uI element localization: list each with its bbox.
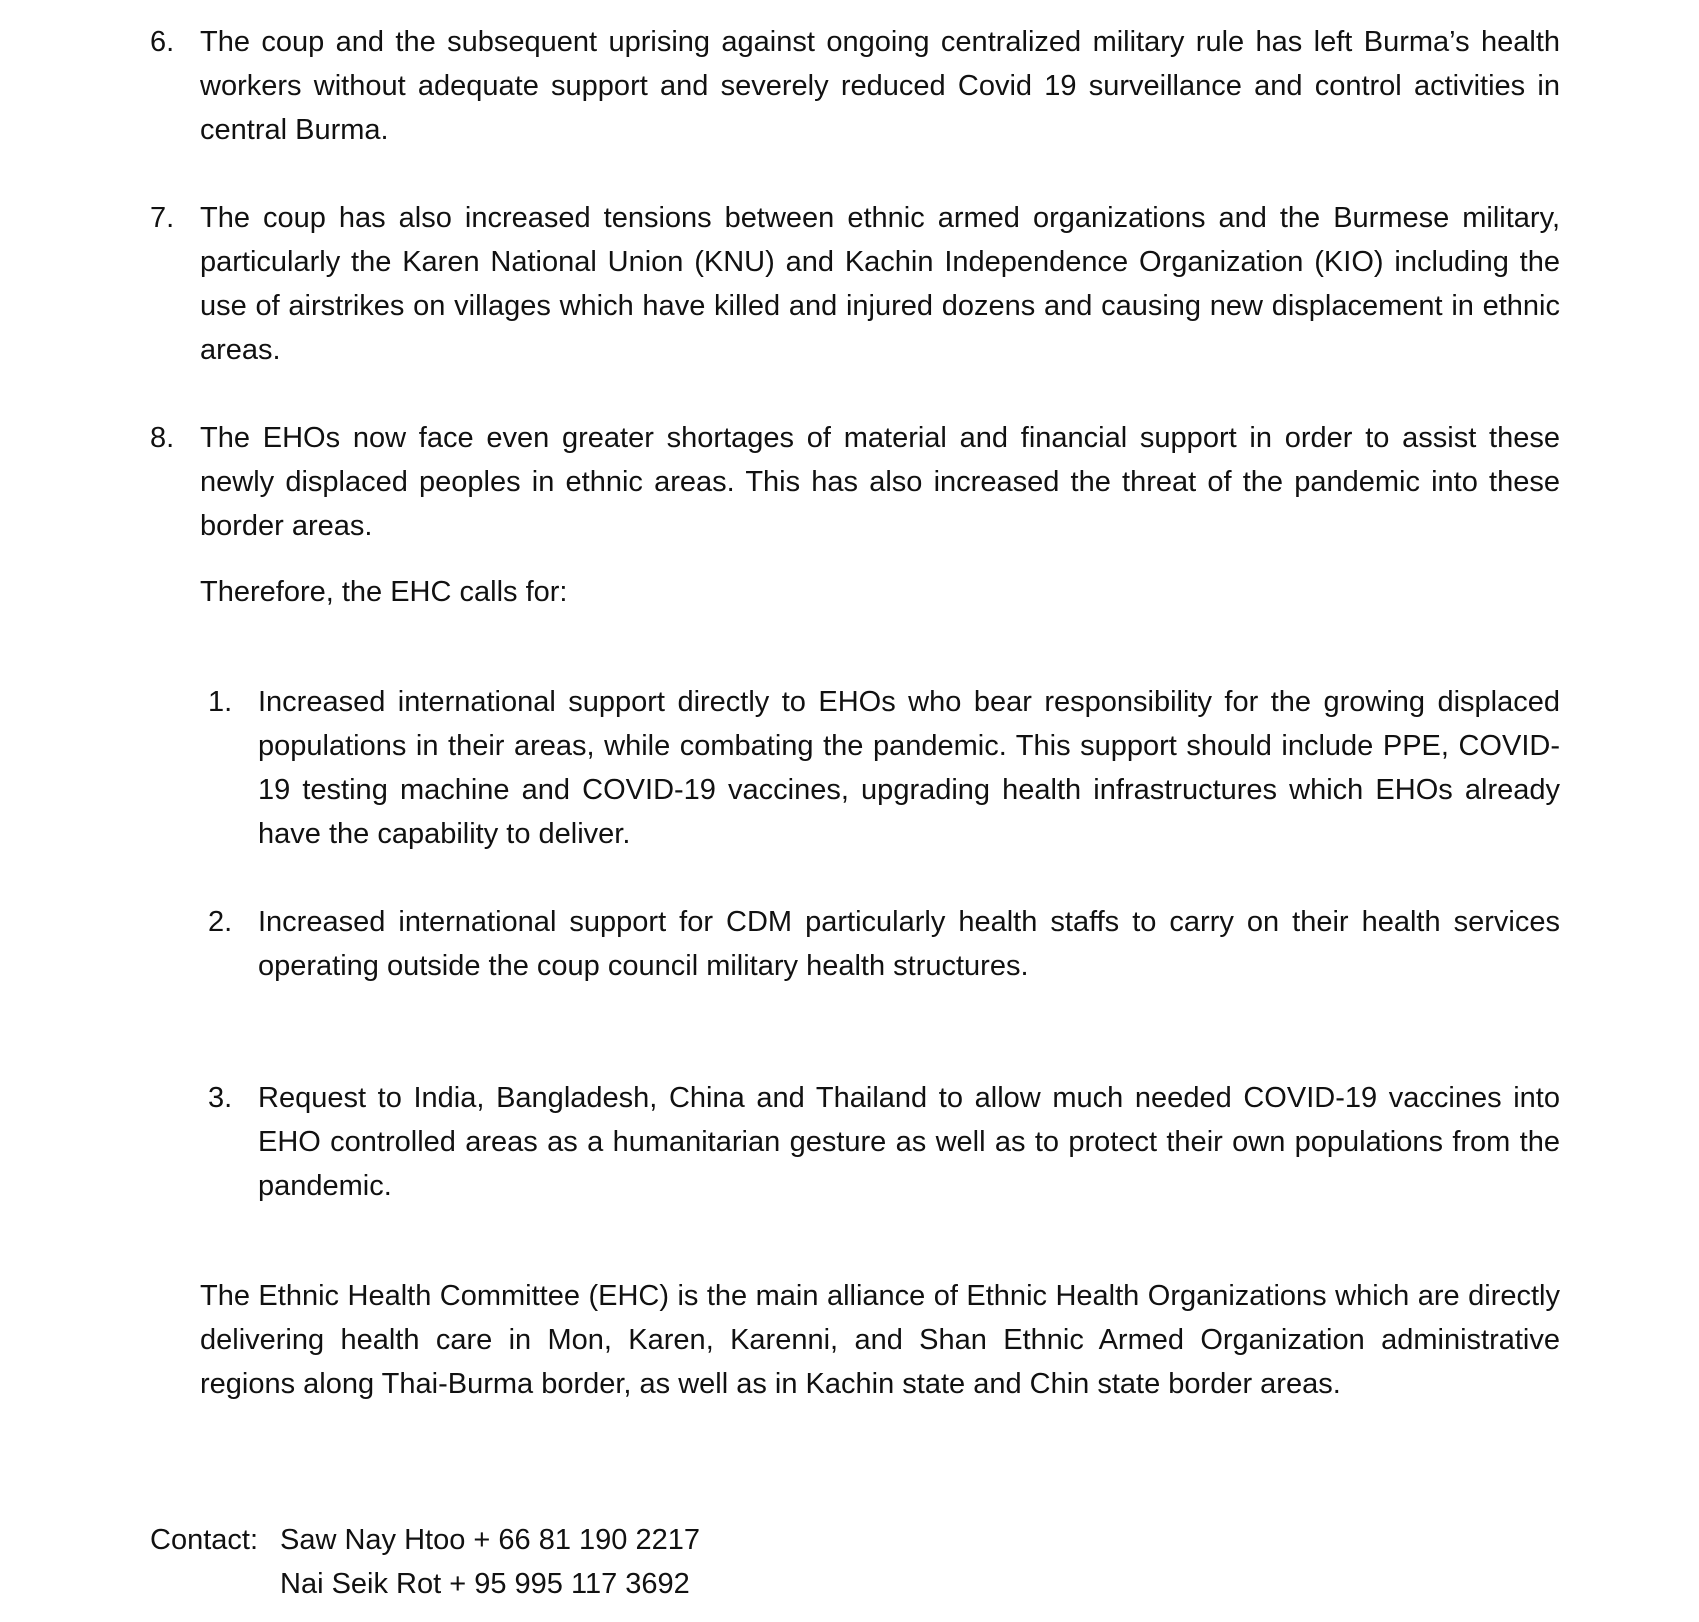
contact-line-2: Nai Seik Rot + 95 995 117 3692 [280,1568,690,1600]
call-text: Increased international support for CDM particularly health staffs to carry on their health services operating outside the coup council military health structures. [258,906,1560,982]
about-paragraph: The Ethnic Health Committee (EHC) is the main alliance of Ethnic Health Organizations which are directly delivering health care in Mon, Karen, Karenni, and Shan Ethnic Armed Organization administrative regions along Thai-Burma border, as well as in Kachin state and Chin state border areas. [200,1280,1560,1400]
call-number: 2. [208,906,233,938]
item-number: 8. [150,422,175,454]
item-number: 7. [150,202,175,234]
item-text: The coup has also increased tensions between ethnic armed organizations and the Burmese military, particularly the Karen National Union (KNU) and Kachin Independence Organization (KIO) including the use of airstrikes on villages which have killed and injured dozens and causing new displacement in ethnic areas. [200,202,1560,366]
call-text: Request to India, Bangladesh, China and Thailand to allow much needed COVID-19 vaccines into EHO controlled areas as a humanitarian gesture as well as to protect their own populations from the pandemic. [258,1082,1560,1202]
item-number: 6. [150,26,175,58]
contact-line-1: Saw Nay Htoo + 66 81 190 2217 [280,1524,700,1556]
item-text: The EHOs now face even greater shortages of material and financial support in order to assist these newly displaced peoples in ethnic areas. This has also increased the threat of the pandemic into these border areas. [200,422,1560,542]
contact-label: Contact: [150,1524,258,1556]
call-text: Increased international support directly to EHOs who bear responsibility for the growing displaced populations in their areas, while combating the pandemic. This support should include PPE, COVID-19 testing machine and COVID-19 vaccines, upgrading health infrastructures which EHOs already have the capability to deliver. [258,686,1560,850]
call-number: 3. [208,1082,233,1114]
calls-intro: Therefore, the EHC calls for: [200,576,568,608]
call-number: 1. [208,686,233,718]
item-text: The coup and the subsequent uprising against ongoing centralized military rule has left Burma’s health workers without adequate support and severely reduced Covid 19 surveillance and control activities in central Burma. [200,26,1560,146]
